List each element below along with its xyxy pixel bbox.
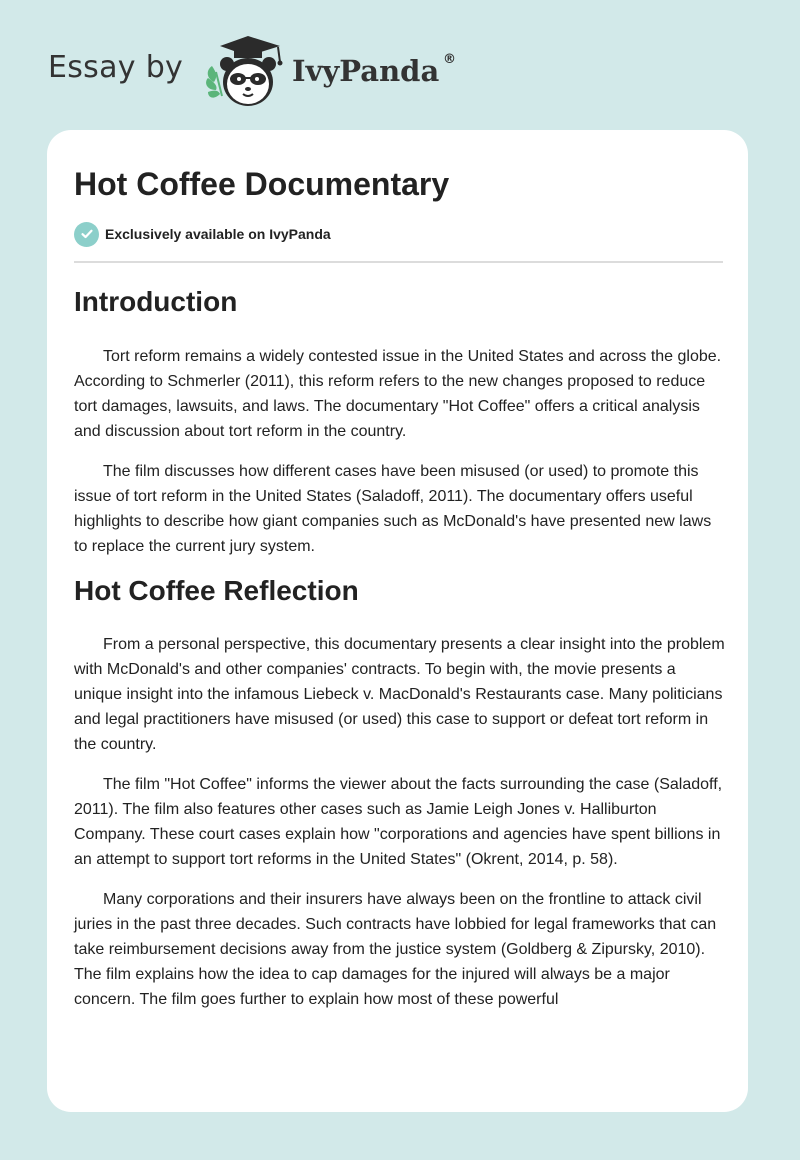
paragraph: From a personal perspective, this documentary presents a clear insight into the problem with McDonald's and other companies' contracts. To begin with, the movie presents a unique insight into the infamous Liebeck v. MacDonald's Restaurants case. Many politicians and legal practitioners have misused (or used) this case to support or defeat tort reform in the country. (74, 636, 725, 753)
paragraph: The film discusses how different cases have been misused (or used) to promote this issue of tort reform in the United States (Saladoff, 2011). The documentary offers useful highlights to describe how giant companies such as McDonald's have presented new laws to replace the current jury system. (74, 463, 712, 555)
essay-content (74, 285, 726, 1027)
paragraph: The film "Hot Coffee" informs the viewer about the facts surrounding the case (Saladoff, 2011). The film also features other cases such as Jamie Leigh Jones v. Halliburton Company. These court cases explain how "corporations and agencies have spent billions in an attempt to support tort reforms in the United States" (Okrent, 2014, p. 58). (74, 776, 723, 868)
page-title: Hot Coffee Documentary (74, 166, 450, 202)
brand-name[interactable]: IvyPanda (292, 54, 440, 88)
essay-card (47, 130, 748, 1112)
section-hot-coffee-reflection (74, 574, 726, 1012)
paragraph: Tort reform remains a widely contested issue in the United States and across the globe. According to Schmerler (2011), this reform refers to the new changes proposed to reduce tort damages, lawsuits, and laws. The documentary "Hot Coffee" offers a critical analysis and discussion about tort reform in the country. (74, 348, 722, 440)
panda-graduate-logo-icon[interactable] (200, 32, 300, 112)
paragraph: Many corporations and their insurers have always been on the frontline to attack civil juries in the past three decades. Such contracts have lobbied for legal frameworks that can take reimbursement decisions away from the justice system (Goldberg & Zipursky, 2010). The film explains how the idea to cap damages for the injured will always be a major concern. The film goes further to explain how most of these powerful (74, 891, 717, 1008)
registered-mark: ® (443, 52, 456, 67)
exclusive-badge-text: Exclusively available on IvyPanda (105, 226, 331, 242)
check-circle-icon (74, 222, 99, 247)
essay-by-label: Essay by (48, 50, 184, 85)
section-heading: Introduction (74, 286, 238, 317)
section-introduction (74, 285, 726, 559)
divider (74, 261, 723, 263)
site-header (0, 0, 800, 130)
section-heading: Hot Coffee Reflection (74, 575, 359, 606)
exclusive-badge (74, 221, 331, 247)
